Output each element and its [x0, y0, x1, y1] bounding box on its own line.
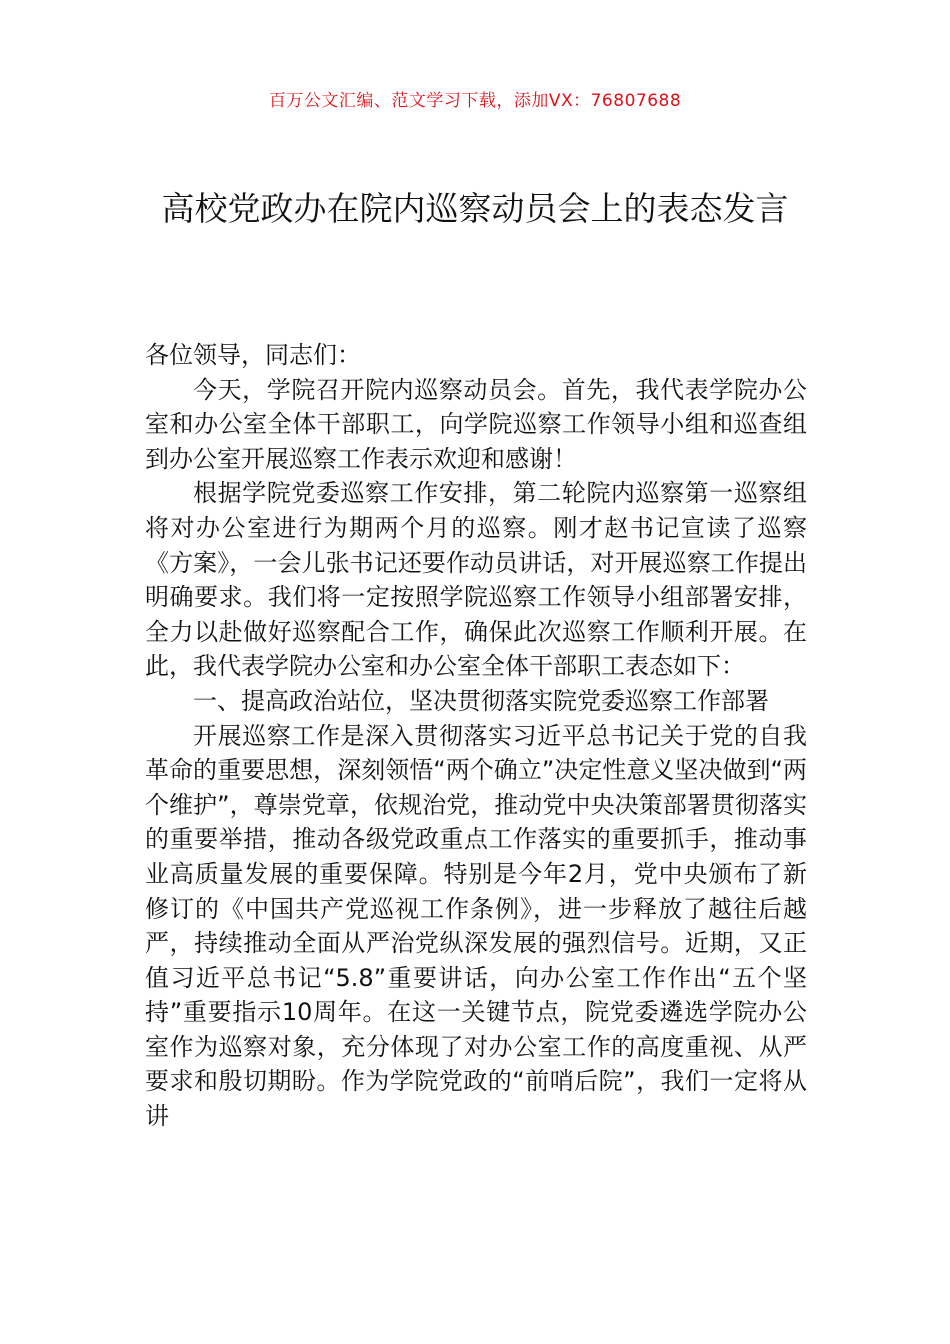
- salutation: 各位领导，同志们：: [145, 341, 361, 369]
- header-watermark-note: 百万公文汇编、范文学习下载，添加VX：76807688: [268, 91, 682, 111]
- paragraph-section-1: 开展巡察工作是深入贯彻落实习近平总书记关于党的自我革命的重要思想，深刻领悟“两个确立”决定性意义坚决做到“两个维护”，尊崇党章，依规治党，推动党中央决策部署贯彻落实的重要举措，推动各级党政重点工作落实的重要抓手，推动事业高质量发展的重要保障。特别是今年2月，党中央颁布了新修订的《中国共产党巡视工作条例》，进一步释放了越往后越严，持续推动全面从严治党纵深发展的强烈信号。近期，又正值习近平总书记“5.8”重要讲话，向办公室工作作出“五个坚持”重要指示10周年。在这一关键节点，院党委遴选学院办公室作为巡察对象，充分体现了对办公室工作的高度重视、从严要求和殷切期盼。作为学院党政的“前哨后院”，我们一定将从讲: [145, 721, 807, 1131]
- section-heading-1: 一、提高政治站位，坚决贯彻落实院党委巡察工作部署: [193, 686, 769, 715]
- document-title: 高校党政办在院内巡察动员会上的表态发言: [161, 189, 789, 228]
- paragraph-arrangement: 根据学院党委巡察工作安排，第二轮院内巡察第一巡察组将对办公室进行为期两个月的巡察。刚才赵书记宣读了巡察《方案》，一会儿张书记还要作动员讲话，对开展巡察工作提出明确要求。我们将一定按照学院巡察工作领导小组部署安排，全力以赴做好巡察配合工作，确保此次巡察工作顺利开展。在此，我代表学院办公室和办公室全体干部职工表态如下：: [145, 479, 807, 681]
- paragraph-opening: 今天，学院召开院内巡察动员会。首先，我代表学院办公室和办公室全体干部职工，向学院巡察工作领导小组和巡查组到办公室开展巡察工作表示欢迎和感谢！: [145, 375, 807, 473]
- document-body: [145, 338, 807, 1134]
